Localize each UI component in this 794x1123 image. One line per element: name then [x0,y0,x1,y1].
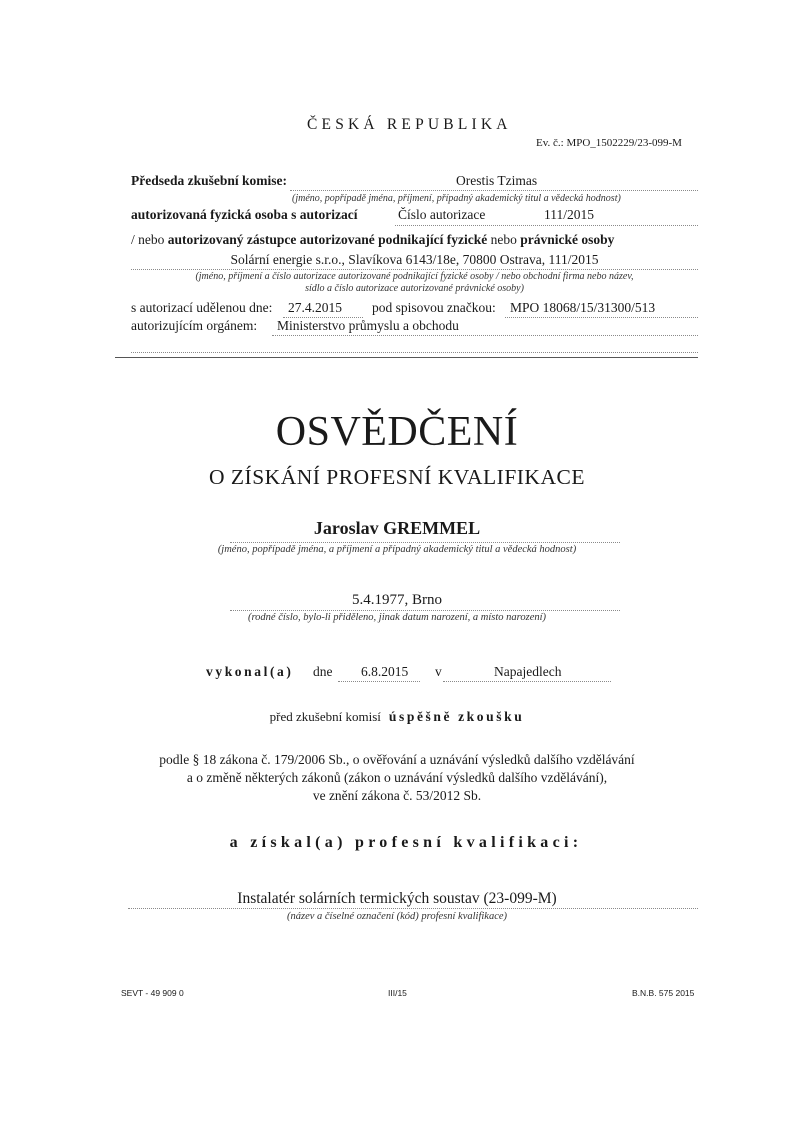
footer-center: III/15 [388,988,407,998]
company-note-1: (jméno, příjmení a číslo autorizace autorizované podnikající fyzické osoby / nebo obchodní firma nebo název, [195,271,634,282]
rep-bold-2: právnické osoby [520,232,615,247]
rep-prefix: / nebo [131,232,165,247]
certificate-title: OSVĚDČENÍ [275,409,519,455]
qualification-note: (název a číselné označení (kód) profesní kvalifikace) [286,911,508,922]
birth-info: 5.4.1977, Brno [352,592,442,608]
qualification-name: Instalatér solárních termických soustav (23-099-M) [237,890,557,907]
passed-label: vykonal(a) [206,664,294,679]
authority-dotted-line [272,335,698,336]
exam-place-dotted-line [443,681,611,682]
auth-number-label: Číslo autorizace [398,207,486,222]
authority-label: autorizujícím orgánem: [131,318,258,333]
chair-dotted-line [290,190,698,191]
company-dotted-line [131,269,698,270]
file-dotted-line [505,317,698,318]
law-line-1: podle § 18 zákona č. 179/2006 Sb., o ověřování a uznávání výsledků dalšího vzdělávání [159,752,635,767]
auth-number: 111/2015 [544,207,594,222]
separator-dotted-line [131,352,698,353]
representative-line [131,232,614,248]
company-details: Solární energie s.r.o., Slavíkova 6143/18e, 70800 Ostrava, 111/2015 [230,252,599,267]
footer-left: SEVT - 49 909 0 [121,988,184,998]
exam-date-dotted-line [338,681,420,682]
obtained-heading: a získal(a) profesní kvalifikaci: [229,834,583,851]
committee-text: před zkušební komisí [269,709,381,724]
authority-name: Ministerstvo průmyslu a obchodu [277,318,459,333]
footer-right: B.N.B. 575 2015 [632,988,695,998]
law-line-2: a o změně některých zákonů (zákon o uznávání výsledků dalšího vzdělávání), [186,770,608,785]
chair-note: (jméno, popřípadě jména, příjmení, případný akademický titul a vědecká hodnost) [292,193,621,204]
auth-person-label: autorizovaná fyzická osoba s autorizací [131,207,358,222]
birth-dotted-line [230,610,620,611]
holder-name: Jaroslav GREMMEL [313,518,481,538]
separator-solid-line [115,357,698,358]
file-number: MPO 18068/15/31300/513 [510,300,656,315]
granted-date: 27.4.2015 [288,300,342,315]
evidence-number: Ev. č.: MPO_1502229/23-099-M [536,137,682,149]
rep-bold-1: autorizovaný zástupce autorizované podnikající fyzické [167,232,488,247]
country-heading: ČESKÁ REPUBLIKA [307,116,512,133]
committee-line [0,708,794,726]
exam-date: 6.8.2015 [361,664,409,679]
exam-place: Napajedlech [494,664,562,679]
holder-dotted-line [230,542,620,543]
company-note-2: sídlo a číslo autorizace autorizované právnické osoby) [305,283,524,294]
birth-note: (rodné číslo, bylo-li přiděleno, jinak datum narození, a místo narození) [247,612,547,623]
date-label: dne [313,664,333,679]
certificate-subtitle: O ZÍSKÁNÍ PROFESNÍ KVALIFIKACE [209,465,585,489]
rep-mid: nebo [490,232,517,247]
holder-note: (jméno, popřípadě jména, a příjmení a případný akademický titul a vědecká hodnost) [217,544,577,555]
granted-label: s autorizací udělenou dne: [131,300,273,315]
law-line-3: ve znění zákona č. 53/2012 Sb. [312,788,482,803]
chair-label: Předseda zkušební komise: [131,173,288,188]
qualification-dotted-line [128,908,698,909]
file-label: pod spisovou značkou: [372,300,496,315]
chair-name: Orestis Tzimas [456,173,538,188]
success-text: úspěšně zkoušku [388,709,525,724]
auth-dotted-line [395,225,698,226]
place-label: v [435,664,442,679]
